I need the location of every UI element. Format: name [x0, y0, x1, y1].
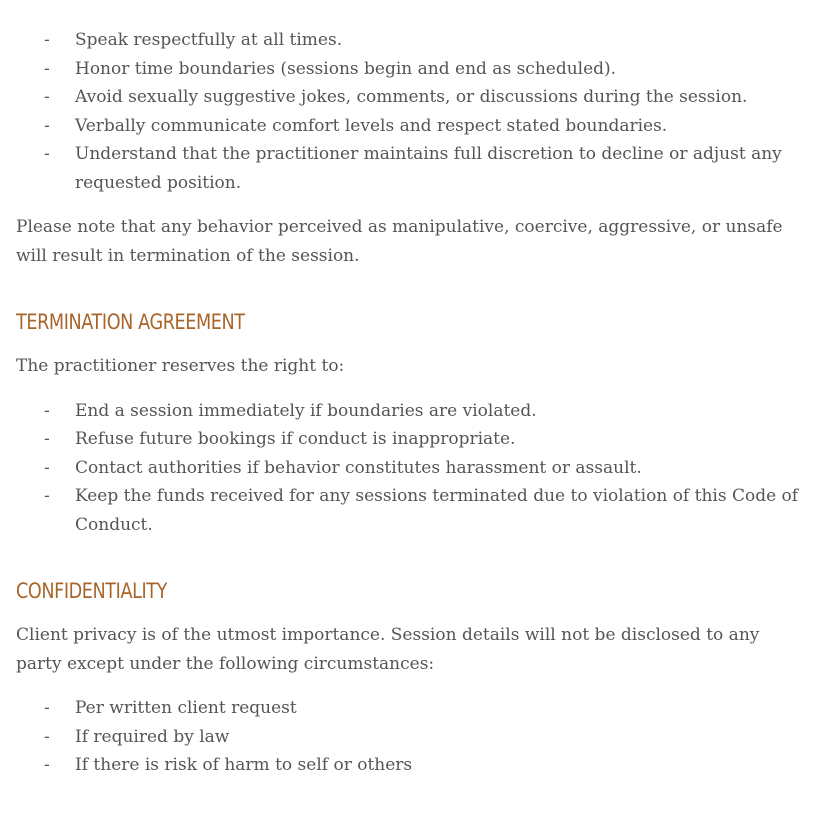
list-item-text: If required by law: [75, 726, 230, 747]
list-item: [16, 26, 806, 55]
confidentiality-list: [16, 694, 806, 780]
confidentiality-intro: Client privacy is of the utmost importance. Session details will not be disclosed to any party except under the following circumstances:: [16, 625, 760, 674]
termination-list: [16, 397, 806, 540]
list-item-text: Understand that the practitioner maintains full discretion to decline or adjust any requested position.: [75, 144, 782, 193]
conduct-note: Please note that any behavior perceived as manipulative, coercive, aggressive, or unsafe will result in termination of the session.: [16, 217, 783, 266]
bullet-dash: -: [44, 698, 50, 718]
list-item: [16, 723, 806, 752]
conduct-list: [16, 26, 806, 197]
list-item-text: End a session immediately if boundaries are violated.: [75, 400, 537, 421]
list-item-text: Avoid sexually suggestive jokes, comments, or discussions during the session.: [75, 87, 748, 107]
list-item: [16, 140, 806, 197]
bullet-dash: -: [44, 429, 50, 449]
termination-heading: TERMINATION AGREEMENT: [16, 310, 245, 334]
list-item-text: Speak respectfully at all times.: [75, 30, 343, 50]
list-item-text: Keep the funds received for any sessions terminated due to violation of this Code of Conduct.: [75, 486, 799, 535]
list-item-text: Contact authorities if behavior constitutes harassment or assault.: [75, 457, 642, 478]
list-item-text: Per written client request: [75, 698, 297, 718]
bullet-dash: -: [44, 87, 50, 107]
list-item: [16, 425, 806, 454]
bullet-dash: -: [44, 58, 50, 79]
confidentiality-heading: CONFIDENTIALITY: [16, 579, 168, 603]
list-item: [16, 397, 806, 426]
termination-intro: The practitioner reserves the right to:: [16, 356, 345, 376]
list-item-text: If there is risk of harm to self or others: [75, 755, 413, 775]
list-item: [16, 751, 806, 780]
bullet-dash: -: [44, 755, 50, 775]
bullet-dash: -: [44, 486, 50, 506]
list-item: [16, 55, 806, 84]
list-item-text: Honor time boundaries (sessions begin and end as scheduled).: [75, 58, 617, 79]
list-item: [16, 482, 806, 539]
list-item-text: Verbally communicate comfort levels and respect stated boundaries.: [75, 115, 668, 136]
bullet-dash: -: [44, 726, 50, 747]
bullet-dash: -: [44, 30, 50, 50]
list-item: [16, 112, 806, 141]
bullet-dash: -: [44, 457, 50, 478]
bullet-dash: -: [44, 144, 50, 164]
list-item-text: Refuse future bookings if conduct is inappropriate.: [75, 429, 516, 449]
document-body: [16, 26, 806, 780]
bullet-dash: -: [44, 115, 50, 136]
bullet-dash: -: [44, 400, 50, 421]
list-item: [16, 694, 806, 723]
list-item: [16, 454, 806, 483]
list-item: [16, 83, 806, 112]
